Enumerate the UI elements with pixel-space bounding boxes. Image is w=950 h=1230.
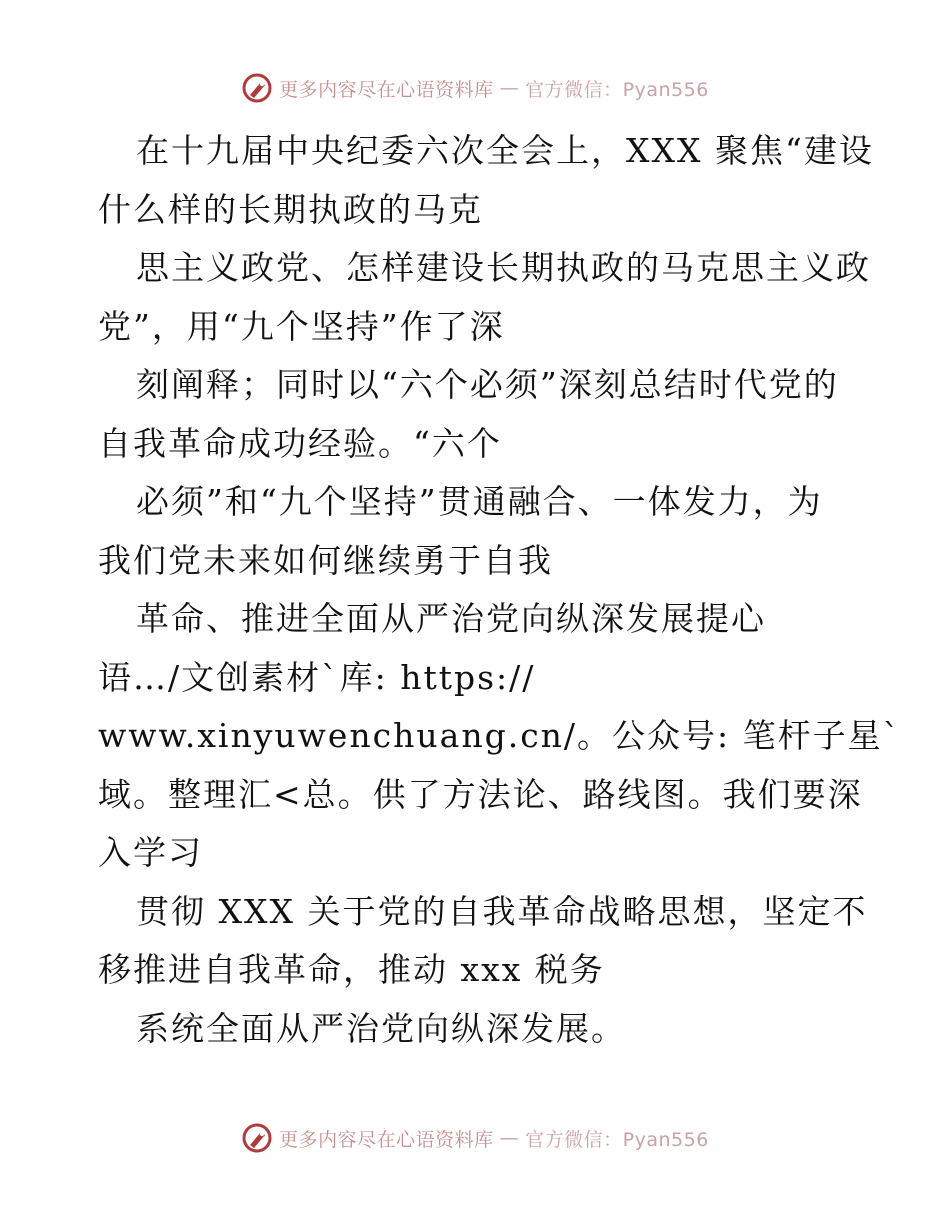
banner-title: 更多内容尽在心语资料库 — [279, 78, 494, 101]
header-banner — [0, 68, 950, 108]
document-body — [98, 122, 902, 1058]
body-line: 域。整理汇<总。供了方法论、路线图。我们要深 — [98, 774, 863, 814]
body-line: 革命、推进全面从严治党向纵深发展提心 — [136, 599, 766, 638]
banner-dash: — — [499, 1127, 520, 1149]
body-line: 我们党未来如何继续勇于自我 — [98, 540, 553, 580]
pen-nib-logo-icon — [241, 72, 273, 104]
body-line: 思主义政党、怎样建设长期执政的马克思主义政 — [136, 248, 871, 287]
body-line: 入学习 — [98, 833, 203, 872]
body-line: 必须”和“九个坚持”贯通融合、一体发力，为 — [136, 482, 823, 521]
body-line: 移推进自我革命，推动 xxx 税务 — [98, 950, 605, 989]
body-line: 系统全面从严治党向纵深发展。 — [136, 1008, 626, 1048]
body-line: 自我革命成功经验。“六个 — [98, 423, 502, 463]
banner-wechat: 官方微信：Pyan556 — [525, 78, 709, 101]
body-line: 在十九届中央纪委六次全会上，XXX 聚焦“建设 — [136, 131, 874, 170]
body-line: 党”，用“九个坚持”作了深 — [98, 306, 505, 346]
body-line: 贯彻 XXX 关于党的自我革命战略思想，坚定不 — [136, 891, 868, 931]
body-line: 刻阐释；同时以“六个必须”深刻总结时代党的 — [136, 365, 839, 404]
body-line: www.xinyuwenchuang.cn/。公众号: 笔杆子星` — [98, 716, 902, 755]
body-line: 语…/文创素材`库: https:// — [98, 657, 536, 697]
pen-nib-logo-icon — [241, 1122, 273, 1154]
banner-wechat: 官方微信：Pyan556 — [525, 1128, 709, 1151]
body-line: 什么样的长期执政的马克 — [98, 189, 483, 229]
banner-dash: — — [499, 77, 520, 99]
footer-banner — [0, 1118, 950, 1158]
banner-title: 更多内容尽在心语资料库 — [279, 1128, 494, 1151]
